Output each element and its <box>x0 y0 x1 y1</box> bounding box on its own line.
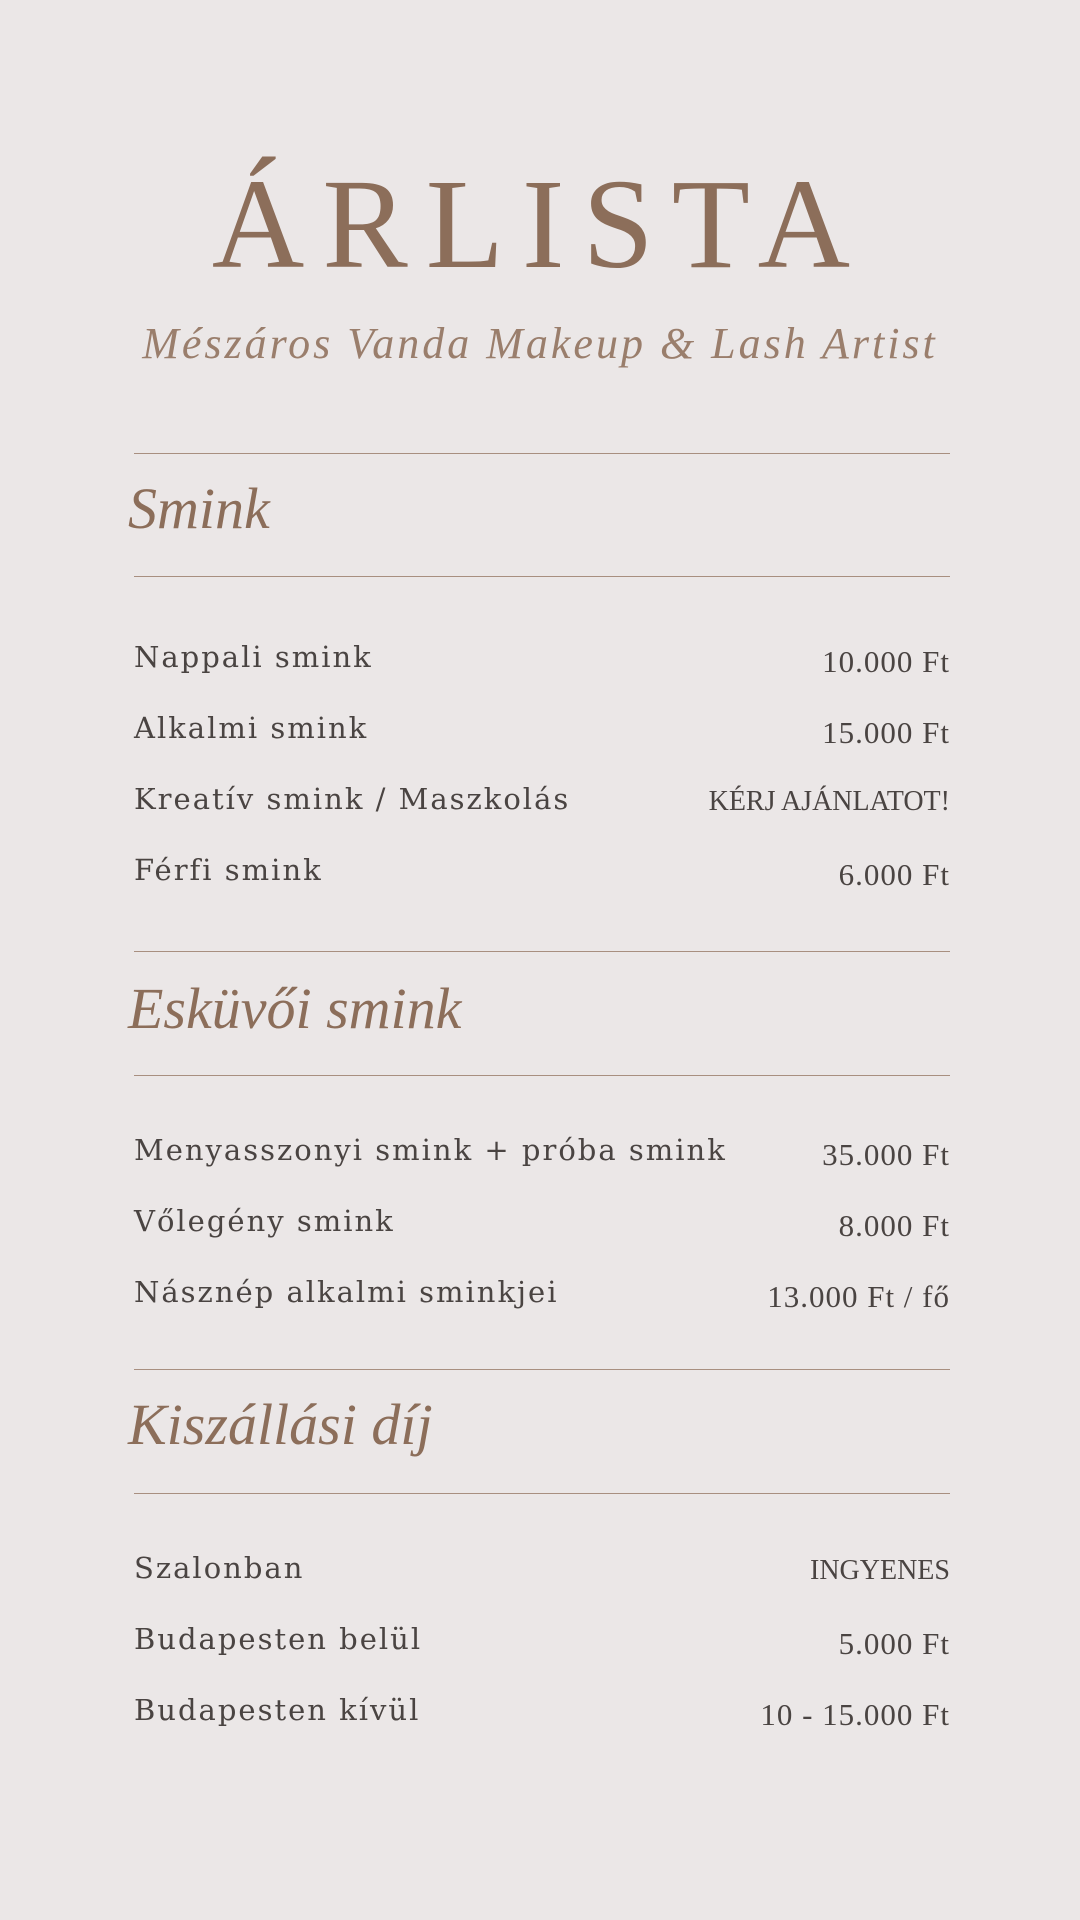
service-name: Menyasszonyi smink + próba smink <box>134 1133 727 1167</box>
price-row <box>134 1204 950 1247</box>
price-row <box>134 853 950 896</box>
price-row <box>134 1133 950 1176</box>
service-price: 15.000 Ft <box>822 715 950 750</box>
price-row <box>134 1275 950 1318</box>
service-price: 10.000 Ft <box>822 644 950 679</box>
section-title-eskuvoi-smink: Esküvői smink <box>128 976 462 1041</box>
service-name: Násznép alkalmi sminkjei <box>134 1275 559 1309</box>
service-price: 35.000 Ft <box>822 1137 950 1172</box>
service-price: 5.000 Ft <box>838 1626 950 1661</box>
price-row <box>134 782 950 825</box>
service-name: Budapesten belül <box>134 1622 423 1656</box>
price-row <box>134 1551 950 1594</box>
section-divider-bottom <box>134 1493 950 1494</box>
service-price: 13.000 Ft / fő <box>767 1279 950 1314</box>
service-price: 10 - 15.000 Ft <box>760 1697 950 1732</box>
service-price: KÉRJ AJÁNLATOT! <box>708 786 950 817</box>
service-name: Szalonban <box>134 1551 305 1585</box>
section-divider-top <box>134 453 950 454</box>
service-name: Férfi smink <box>134 853 323 887</box>
service-price: 8.000 Ft <box>838 1208 950 1243</box>
section-divider-bottom <box>134 1075 950 1076</box>
service-price: INGYENES <box>810 1555 950 1586</box>
price-row <box>134 640 950 683</box>
section-divider-top <box>134 951 950 952</box>
section-title-kiszallasi-dij: Kiszállási díj <box>128 1392 433 1457</box>
price-row <box>134 1622 950 1665</box>
service-price: 6.000 Ft <box>838 857 950 892</box>
page-subtitle: Mészáros Vanda Makeup & Lash Artist <box>142 319 938 368</box>
service-name: Alkalmi smink <box>134 711 369 745</box>
service-name: Kreatív smink / Maszkolás <box>134 782 571 816</box>
service-name: Vőlegény smink <box>134 1204 395 1238</box>
service-name: Nappali smink <box>134 640 373 674</box>
price-row <box>134 711 950 754</box>
section-divider-top <box>134 1369 950 1370</box>
service-name: Budapesten kívül <box>134 1693 421 1727</box>
page-title: ÁRLISTA <box>211 153 869 295</box>
section-divider-bottom <box>134 576 950 577</box>
section-title-smink: Smink <box>128 476 270 541</box>
price-row <box>134 1693 950 1736</box>
